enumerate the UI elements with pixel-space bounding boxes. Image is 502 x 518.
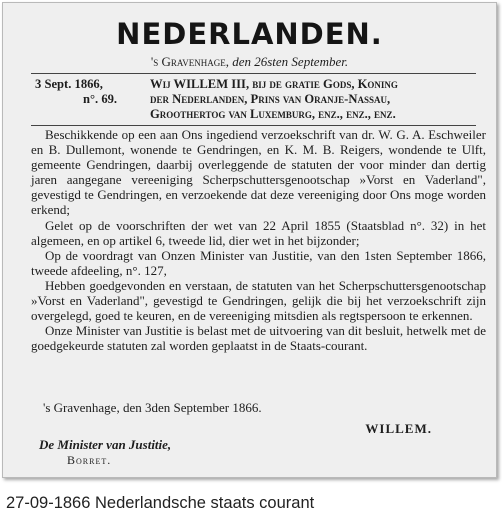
preamble-number: n°. 69. <box>83 92 118 106</box>
dateline <box>3 54 496 70</box>
preamble-date: 3 Sept. 1866, <box>35 77 103 91</box>
paragraph-1: Beschikkende op een aan Ons ingediend verzoekschrift van dr. W. G. A. Eschweiler en B. Dullemont, wonende te Gendringen, en K. M. B. Reigers, wondende te Ulft, gemeente Gendringen, daarbij overleggende de statuten der voor minder dan dertig jaren aangegane vereeniging Scherpschuttersgenootschap »Vorst en Vaderland", gevestigd te Gendringen, en verzoekende dat deze vereeniging door Ons moge worden erkend; <box>31 127 486 218</box>
decree-body <box>31 127 486 353</box>
divider-top <box>31 73 476 74</box>
newspaper-clipping <box>2 2 497 478</box>
divider-middle <box>31 125 476 126</box>
paragraph-5: Onze Minister van Justitie is belast met de uitvoering van dit besluit, hetwelk met de goedgekeurde statuten zal worden geplaatst in de Staats-courant. <box>31 323 486 354</box>
signer-name: WILLEM. <box>365 421 432 436</box>
preamble-line-1: Wij WILLEM III, bij de gratie Gods, Koning <box>150 77 398 91</box>
preamble-title <box>150 77 488 122</box>
paragraph-2: Gelet op de voorschriften der wet van 22 April 1855 (Staatsblad n°. 32) in het algemeen, en op artikel 6, tweede lid, dier wet in het bijzonder; <box>31 217 486 248</box>
preamble-reference <box>35 77 145 107</box>
paragraph-3: Op de voordragt van Onzen Minister van Justitie, van den 1sten September 1866, tweede afdeeling, n°. 127, <box>31 247 486 278</box>
minister-name: Borret. <box>67 453 112 467</box>
dateline-date: den 26sten September. <box>232 54 349 69</box>
paragraph-4: Hebben goedgevonden en verstaan, de statuten van het Scherpschuttersgenootschap »Vorst en Vaderland", gevestigd te Gendringen, gelijk die bij het verzoekschrift zijn overgelegd, goed te keuren, en de vereeniging mitsdien als regtspersoon te erkennen. <box>31 277 486 324</box>
dateline-place: 's Gravenhage, <box>150 54 229 69</box>
preamble-line-2: der Nederlanden, Prins van Oranje-Nassau, <box>150 92 391 106</box>
closing-line: 's Gravenhage, den 3den September 1866. <box>43 400 262 415</box>
minister-title: De Minister van Justitie, <box>39 437 172 452</box>
image-caption: 27-09-1866 Nederlandsche staats courant <box>6 494 315 512</box>
headline: NEDERLANDEN. <box>116 17 383 51</box>
preamble-line-3: Groothertog van Luxemburg, enz., enz., enz. <box>150 107 396 121</box>
